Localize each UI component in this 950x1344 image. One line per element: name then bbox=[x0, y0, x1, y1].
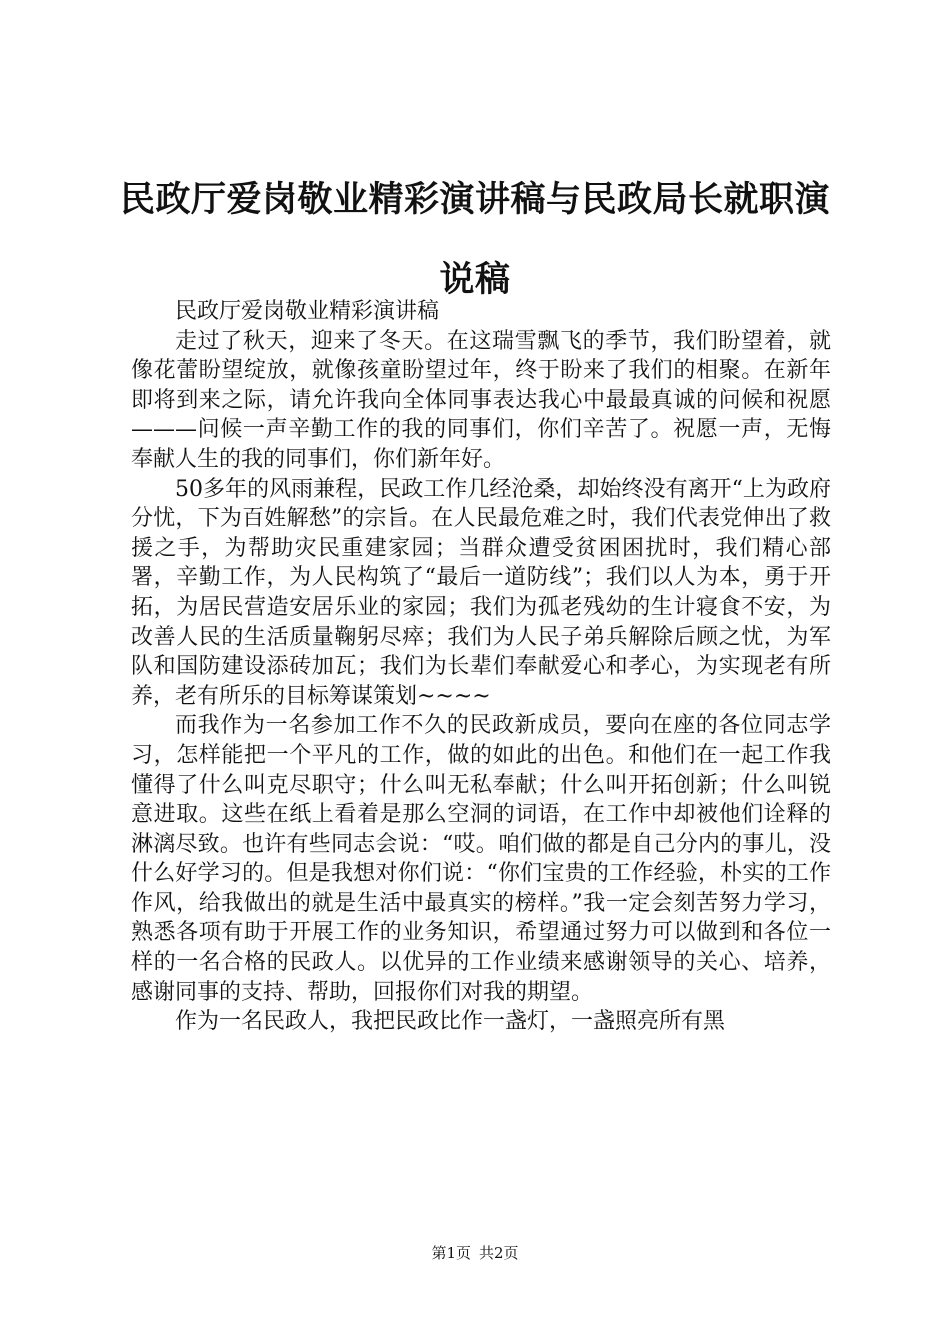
paragraph: 走过了秋天，迎来了冬天。在这瑞雪飘飞的季节，我们盼望着，就像花蕾盼望绽放，就像孩童盼望过年，终于盼来了我们的相聚。在新年即将到来之际，请允许我向全体同事表达我心中最最真诚的问候和祝愿———问候一声辛勤工作的我的同事们，你们辛苦了。祝愿一声，无悔奉献人生的我的同事们，你们新年好。 bbox=[131, 328, 831, 472]
document-title: 民政厅爱岗敬业精彩演讲稿与民政局长就职演说稿 bbox=[119, 179, 830, 300]
paragraph: 作为一名民政人，我把民政比作一盏灯，一盏照亮所有黑 bbox=[175, 1009, 726, 1035]
page-number-total: 共2页 bbox=[479, 1244, 519, 1262]
paragraph: 而我作为一名参加工作不久的民政新成员，要向在座的各位同志学习，怎样能把一个平凡的工作，做的如此的出色。和他们在一起工作我懂得了什么叫克尽职守；什么叫无私奉献；什么叫开拓创新；什么叫锐意进取。这些在纸上看着是那么空洞的词语，在工作中却被他们诠释的淋漓尽致。也许有些同志会说：“哎。咱们做的都是自己分内的事儿，没什么好学习的。但是我想对你们说：“你们宝贵的工作经验，朴实的工作作风，给我做出的就是生活中最真实的榜样。”我一定会刻苦努力学习，熟悉各项有助于开展工作的业务知识，希望通过努力可以做到和各位一样的一名合格的民政人。以优异的工作业绩来感谢领导的关心、培养，感谢同事的支持、帮助，回报你们对我的期望。 bbox=[131, 713, 831, 1005]
paragraph-subtitle: 民政厅爱岗敬业精彩演讲稿 bbox=[175, 299, 440, 324]
document-body bbox=[131, 297, 831, 1037]
page-number-current: 第1页 bbox=[431, 1244, 471, 1262]
page-footer bbox=[0, 1243, 950, 1263]
paragraph: 50多年的风雨兼程，民政工作几经沧桑，却始终没有离开“上为政府分忧，下为百姓解愁”的宗旨。在人民最危难之时，我们代表党伸出了救援之手，为帮助灾民重建家园；当群众遭受贫困困扰时，我们精心部署，辛勤工作，为人民构筑了“最后一道防线”；我们以人为本，勇于开拓，为居民营造安居乐业的家园；我们为孤老残幼的生计寝食不安，为改善人民的生活质量鞠躬尽瘁；我们为人民子弟兵解除后顾之忧，为军队和国防建设添砖加瓦；我们为长辈们奉献爱心和孝心，为实现老有所养，老有所乐的目标筹谋策划~~~~ bbox=[131, 476, 831, 709]
